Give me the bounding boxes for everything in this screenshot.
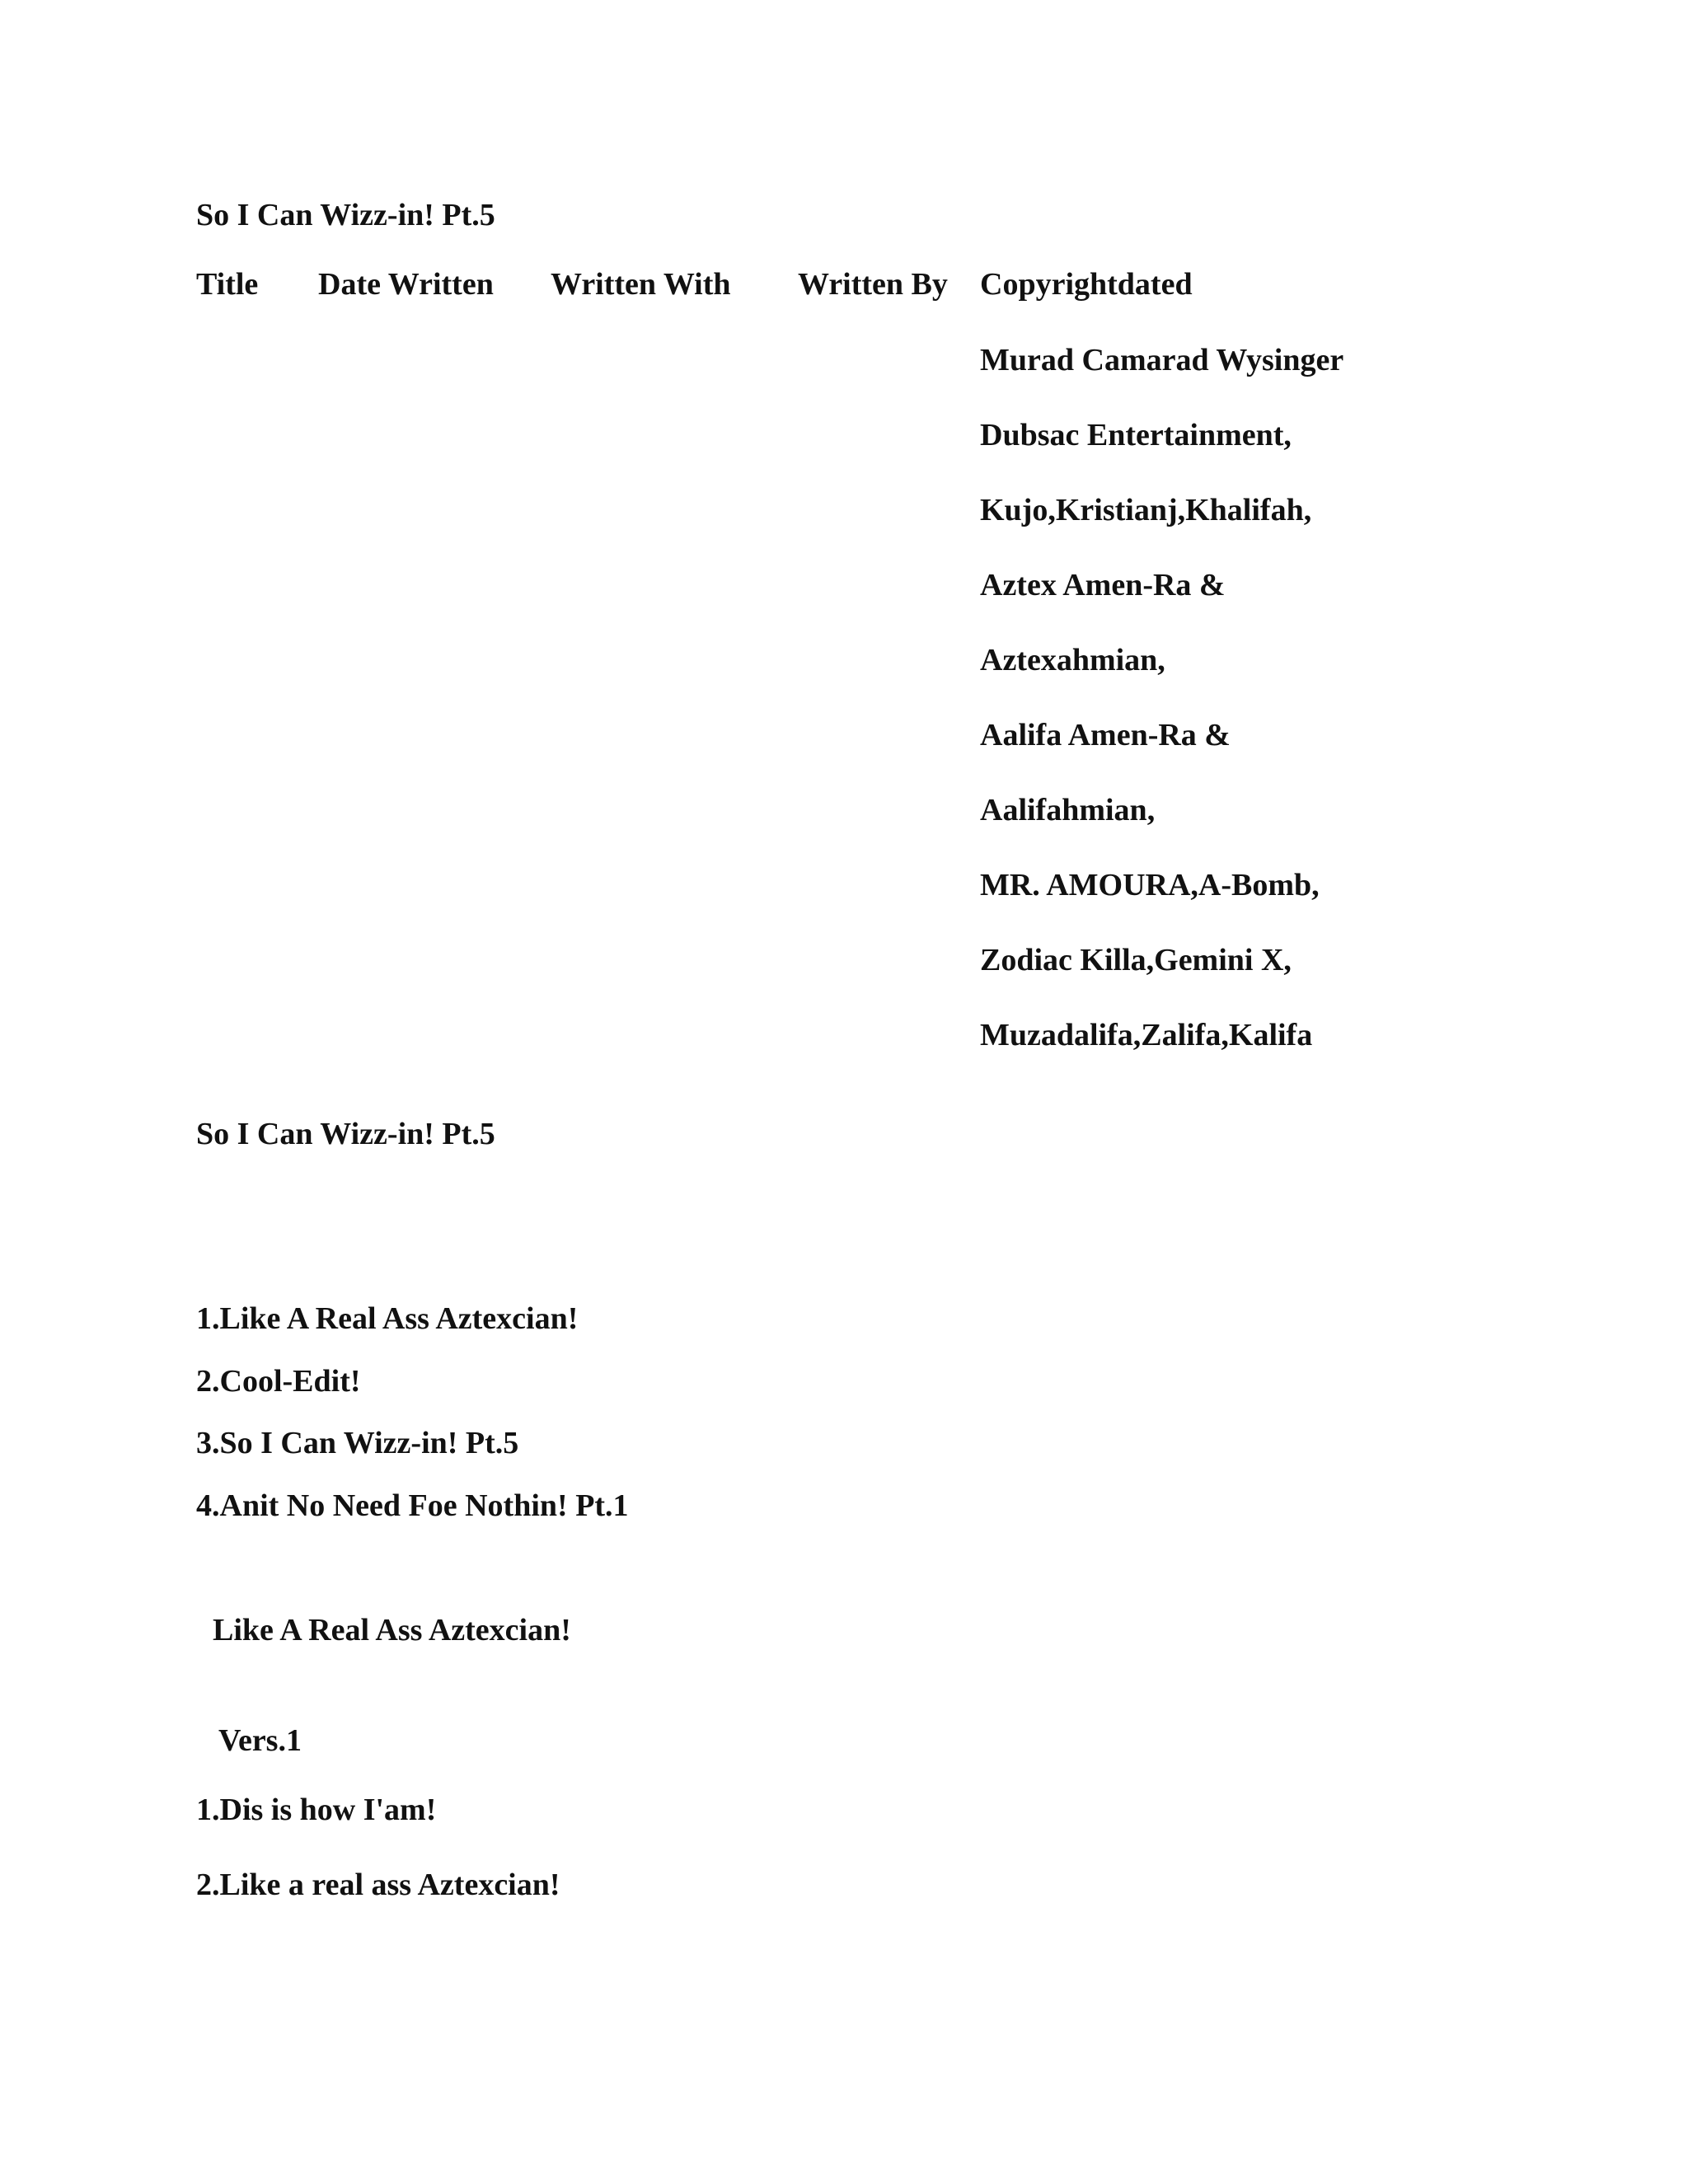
author-line: Muzadalifa,Zalifa,Kalifa <box>980 1018 1313 1052</box>
author-line: Aztexahmian, <box>980 643 1165 677</box>
author-line: Aalifahmian, <box>980 793 1156 827</box>
author-line: Dubsac Entertainment, <box>980 418 1292 452</box>
author-line: Aztex Amen-Ra & <box>980 568 1226 602</box>
tracklist-item: 1.Like A Real Ass Aztexcian! <box>196 1301 579 1336</box>
author-line: Aalifa Amen-Ra & <box>980 718 1231 752</box>
verse-label: Vers.1 <box>218 1723 302 1758</box>
lyric-line: 2.Like a real ass Aztexcian! <box>196 1868 560 1902</box>
author-line: Murad Camarad Wysinger <box>980 343 1344 377</box>
song-title: Like A Real Ass Aztexcian! <box>213 1613 571 1647</box>
document-title: So I Can Wizz-in! Pt.5 <box>196 198 495 232</box>
tracklist-item: 2.Cool-Edit! <box>196 1364 361 1399</box>
tracklist-item: 4.Anit No Need Foe Nothin! Pt.1 <box>196 1488 629 1523</box>
column-heading-written-with: Written With <box>551 267 731 302</box>
column-heading-copyrightdated: Copyrightdated <box>980 267 1193 302</box>
column-heading-date-written: Date Written <box>318 267 494 302</box>
column-heading-written-by: Written By <box>798 267 948 302</box>
tracklist-item: 3.So I Can Wizz-in! Pt.5 <box>196 1426 519 1460</box>
author-line: MR. AMOURA,A-Bomb, <box>980 868 1320 902</box>
column-heading-title: Title <box>196 267 259 302</box>
author-line: Kujo,Kristianj,Khalifah, <box>980 493 1312 527</box>
subtitle: So I Can Wizz-in! Pt.5 <box>196 1117 495 1151</box>
lyric-line: 1.Dis is how I'am! <box>196 1793 437 1827</box>
author-line: Zodiac Killa,Gemini X, <box>980 943 1292 977</box>
